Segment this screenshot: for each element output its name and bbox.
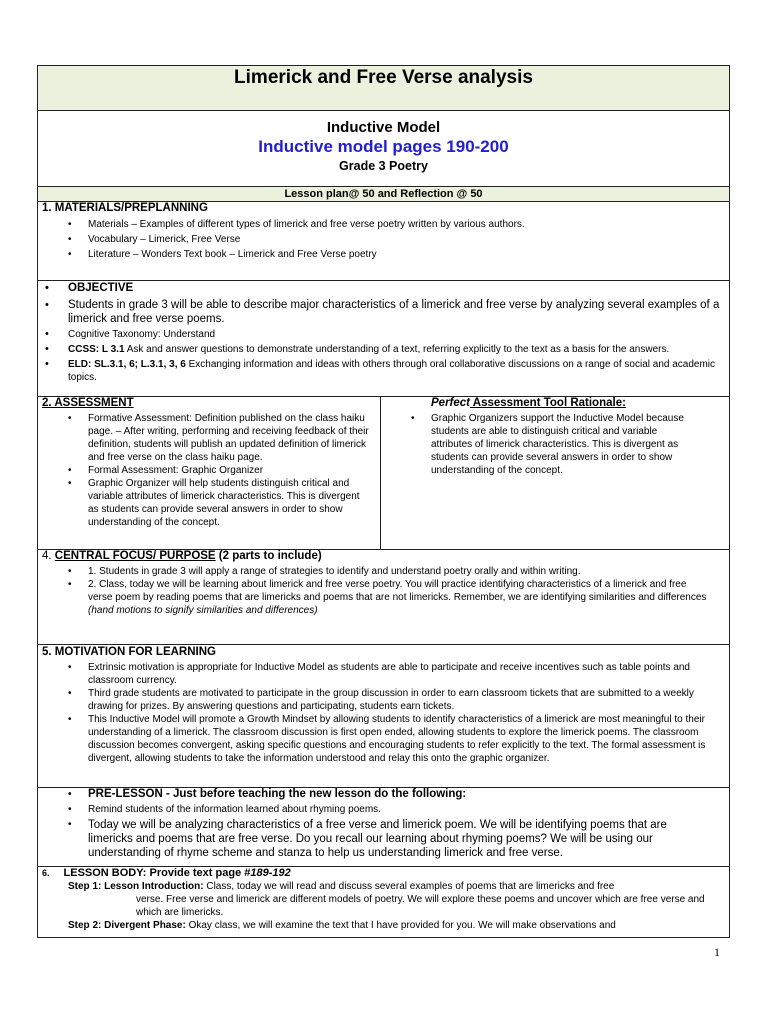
objective-section <box>38 281 730 397</box>
step2-text: Okay class, we will examine the text that I have provided for you. We will make observations and <box>185 920 616 931</box>
focus-item2-text: 2. Class, today we will be learning about limerick and free verse poetry. You will practice identifying characteristics of a limerick and free verse poem by reading poems that are limericks and poems that are not limericks. Remember, we are identifying similarities and differences <box>88 579 707 603</box>
page-number: 1 <box>714 945 720 959</box>
assessment-item: • Formative Assessment: Definition published on the class haiku page. – After writing, performing and receiving feedback of their definition, students will publish an updated definition of limerick and free verse on the class haiku page. <box>38 412 372 464</box>
prelesson-section <box>38 788 730 867</box>
model-pages: Inductive model pages 190-200 <box>258 137 509 156</box>
focus-item: • 1. Students in grade 3 will apply a range of strategies to identify and understand poetry orally and within writing. <box>38 565 709 578</box>
focus-item2-italic: (hand motions to signify similarities and differences) <box>88 605 318 616</box>
materials-section <box>38 202 730 281</box>
lesson-body-pages: 189-192 <box>250 867 291 879</box>
motivation-item: • Extrinsic motivation is appropriate for Inductive Model as students are able to participate and receive incentives such as table points and classroom currency. <box>38 661 717 687</box>
motivation-heading: 5. MOTIVATION FOR LEARNING <box>42 646 216 658</box>
motivation-item: • Third grade students are motivated to participate in the group discussion in order to earn classroom tickets that are submitted to a weekly drawing for prizes. By answering questions and participating, students earn tickets. <box>38 687 717 713</box>
rationale-heading <box>381 397 729 410</box>
title-cell <box>38 66 730 111</box>
assessment-item: • Formal Assessment: Graphic Organizer <box>38 464 372 477</box>
lesson-body-section <box>38 867 730 938</box>
lesson-body-title: LESSON BODY: Provide text page # <box>63 867 251 879</box>
rationale-section <box>381 397 730 550</box>
step1-text: Class, today we will read and discuss several examples of poems that are limericks and free <box>203 881 615 892</box>
plan-line: Lesson plan@ 50 and Reflection @ 50 <box>38 187 730 202</box>
assessment-section <box>38 397 381 550</box>
step1 <box>38 880 729 893</box>
materials-item: • Materials – Examples of different types of limerick and free verse poetry written by various authors. <box>38 218 729 231</box>
motivation-item: • This Inductive Model will promote a Growth Mindset by allowing students to identify characteristics of a limerick are most meaningful to their understanding of a limerick. The classroom discussion is first open ended, allowing students to explore the limerick poems. The classroom discussion becomes convergent, asking specific questions and encouraging students to refer explicitly to the text. The formal assessment is divergent, allowing students to take the information understood and relay this onto the graphic organizer. <box>38 713 717 765</box>
focus-title: CENTRAL FOCUS/ PURPOSE <box>54 550 216 562</box>
focus-title-tail: (2 parts to include) <box>215 550 322 562</box>
materials-item: • Literature – Wonders Text book – Limerick and Free Verse poetry <box>38 248 729 261</box>
eld-text: Exchanging information and ideas with others through oral collaborative discussions on a range of social and academic topics. <box>68 359 716 383</box>
rationale-rest: Assessment Tool Rationale: <box>470 397 626 409</box>
step2 <box>38 919 729 932</box>
assessment-heading: 2. ASSESSMENT <box>42 397 134 409</box>
lesson-plan-table <box>37 65 730 938</box>
lesson-body-heading <box>38 867 729 880</box>
focus-section <box>38 550 730 645</box>
rationale-italic: Perfect <box>431 397 470 409</box>
materials-item: • Vocabulary – Limerick, Free Verse <box>38 233 729 246</box>
step1-continued: verse. Free verse and limerick are different models of poetry. We will explore these poems and uncover which are free verse and which are limericks. <box>136 894 705 918</box>
model-cell <box>38 111 730 187</box>
objective-main: • Students in grade 3 will be able to describe major characteristics of a limerick and free verse by analyzing several examples of a limerick and free verse poems. <box>38 298 729 326</box>
grade-label: Grade 3 Poetry <box>339 159 428 173</box>
prelesson-item: • Today we will be analyzing characteristics of a free verse and limerick poem. We will be identifying poems that are limericks and poems that are free verse. Do you recall our learning about rhyming poems? We will be using our understanding of rhyme scheme and stanza to help us understanding limerick and free verse. <box>38 818 729 860</box>
step1-label: Step 1 <box>68 881 99 892</box>
lesson-body-number: 6. <box>42 868 50 878</box>
ccss-text: Ask and answer questions to demonstrate understanding of a text, referring explicitly to the text as a basis for the answers. <box>124 344 670 355</box>
step1-label2: : Lesson Introduction: <box>98 881 204 892</box>
document-title: Limerick and Free Verse analysis <box>234 67 533 88</box>
materials-heading: 1. MATERIALS/PREPLANNING <box>42 202 208 214</box>
step2-label: Step 2: Divergent Phase: <box>68 920 186 931</box>
objective-taxonomy: • Cognitive Taxonomy: Understand <box>38 328 729 341</box>
focus-item <box>38 578 709 617</box>
objective-heading: • OBJECTIVE <box>38 282 729 295</box>
lesson-plan-document <box>37 65 729 938</box>
motivation-section <box>38 645 730 788</box>
focus-number: 4. <box>42 550 55 562</box>
eld-label: ELD: SL.3.1, 6; L.3.1, 3, 6 <box>68 359 186 370</box>
assessment-item: • Graphic Organizer will help students distinguish critical and variable attributes of limerick characteristics. This is divergent as students can provide several answers in order to show understanding of the concept. <box>38 477 372 529</box>
prelesson-heading: • PRE-LESSON - Just before teaching the new lesson do the following: <box>38 788 729 801</box>
objective-eld <box>38 358 729 384</box>
prelesson-item: • Remind students of the information learned about rhyming poems. <box>38 803 729 816</box>
model-heading: Inductive Model <box>326 119 441 136</box>
ccss-label: CCSS: L 3.1 <box>68 344 125 355</box>
focus-heading <box>38 550 729 563</box>
objective-ccss <box>38 343 729 356</box>
rationale-item: • Graphic Organizers support the Inductive Model because students are able to distinguish critical and variable attributes of limerick characteristics. This is divergent as students can provide several answers in order to show understanding of the concept. <box>381 412 689 477</box>
